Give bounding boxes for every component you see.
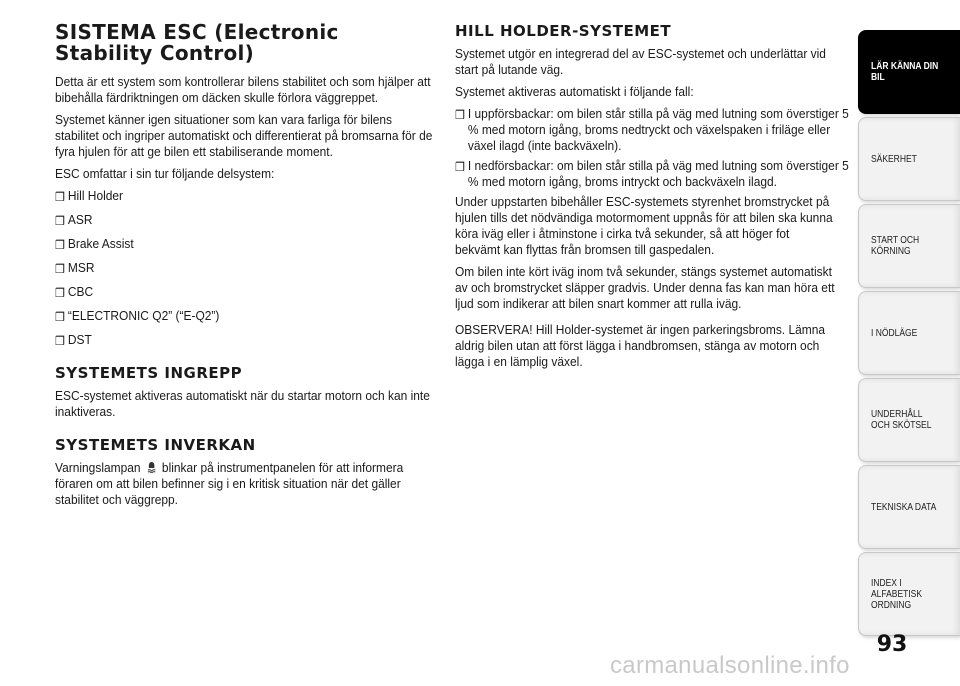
heading-inverkan: SYSTEMETS INVERKAN (55, 436, 256, 454)
tab-underhall-och-skotsel[interactable]: UNDERHÅLL OCH SKÖTSEL (858, 378, 960, 462)
paragraph: Om bilen inte kört iväg inom två sekunder, stängs systemet automatiskt av och bromstrycket släpper gradvis. Under denna fas kan man höra ett ljud som indikerar att bilen snart kommer att rulla iväg. (455, 264, 835, 311)
bullet-box-icon: ❒ (55, 334, 65, 348)
bullet-box-icon: ❒ (55, 190, 65, 204)
list-item: ❒ Hill Holder (55, 188, 124, 204)
list-item: ❒ I nedförsbackar: om bilen står stilla på väg med lutning som överstiger 5 % med motorn igång, broms intryckt och backväxeln ilagd. (455, 158, 849, 189)
list-item: ❒ ASR (55, 212, 93, 228)
right-column (455, 22, 849, 376)
watermark: carmanualsonline.info (610, 652, 850, 679)
tab-index[interactable]: INDEX I ALFABETISK ORDNING (858, 552, 960, 636)
paragraph: Under uppstarten bibehåller ESC-systemets styrenhet bromstrycket på hjulen tills det nödvändiga motormoment uppnås för att bilen ska kunna köra iväg eller i åtminstone i cirka två sekunder, så att höger fot bekvämt kan flyttas från bromsen till gaspedalen. (455, 194, 833, 257)
paragraph: ESC omfattar i sin tur följande delsystem: (55, 166, 275, 181)
list-item: ❒ DST (55, 332, 92, 348)
paragraph: Systemet känner igen situationer som kan vara farliga för bilens stabilitet och ingriper automatiskt och differentierat på bromsarna för de fyra hjulen för att ge bilen ett stabiliserande moment. (55, 112, 433, 159)
tab-lar-kanna-din-bil[interactable]: LÄR KÄNNA DIN BIL (858, 30, 960, 114)
tab-start-och-korning[interactable]: START OCH KÖRNING (858, 204, 960, 288)
subsystem-list (55, 188, 440, 348)
list-item: ❒ Brake Assist (55, 236, 134, 252)
activation-cases-list (455, 106, 849, 190)
esc-warning-lamp-icon (146, 461, 157, 473)
heading-ingrepp: SYSTEMETS INGREPP (55, 364, 243, 382)
paragraph: Systemet utgör en integrerad del av ESC-systemet och underlättar vid start på lutande väg. (455, 46, 826, 77)
bullet-box-icon: ❒ (55, 262, 65, 276)
bullet-box-icon: ❒ (55, 286, 65, 300)
list-item: ❒ “ELECTRONIC Q2” (“E-Q2”) (55, 308, 220, 324)
note-paragraph: OBSERVERA! Hill Holder-systemet är ingen parkeringsbroms. Lämna aldrig bilen utan att först lägga i handbromsen, stänga av motorn och lägga i en lämplig växel. (455, 322, 826, 369)
page-number: 93 (876, 632, 908, 657)
paragraph: Systemet aktiveras automatiskt i följande fall: (455, 84, 694, 99)
tab-i-nodlage[interactable]: I NÖDLÄGE (858, 291, 960, 375)
list-item: ❒ MSR (55, 260, 95, 276)
bullet-box-icon: ❒ (55, 214, 65, 228)
list-item: ❒ CBC (55, 284, 94, 300)
bullet-box-icon: ❒ (455, 160, 465, 174)
list-item: ❒ I uppförsbackar: om bilen står stilla på väg med lutning som överstiger 5 % med motorn igång, broms nedtryckt och växelspaken i friläge eller växel ilagd (inte backväxeln). (455, 106, 849, 153)
bullet-box-icon: ❒ (55, 310, 65, 324)
paragraph: Varningslampan blinkar på instrumentpanelen för att informera föraren om att bilen befinner sig i en kritisk situation när det gäller stabilitet och väggrepp. (55, 460, 404, 507)
tab-sakerhet[interactable]: SÄKERHET (858, 117, 960, 201)
section-title-esc: SISTEMA ESC (Electronic Stability Control) (55, 20, 339, 65)
bullet-box-icon: ❒ (55, 238, 65, 252)
left-column (55, 22, 440, 514)
paragraph: ESC-systemet aktiveras automatiskt när du startar motorn och kan inte inaktiveras. (55, 388, 430, 419)
tab-tekniska-data[interactable]: TEKNISKA DATA (858, 465, 960, 549)
paragraph: Detta är ett system som kontrollerar bilens stabilitet och som hjälper att bibehålla färdriktningen om däcken skulle förlora väggreppet. (55, 74, 431, 105)
section-title-hill-holder: HILL HOLDER-SYSTEMET (455, 22, 672, 40)
bullet-box-icon: ❒ (455, 108, 465, 122)
